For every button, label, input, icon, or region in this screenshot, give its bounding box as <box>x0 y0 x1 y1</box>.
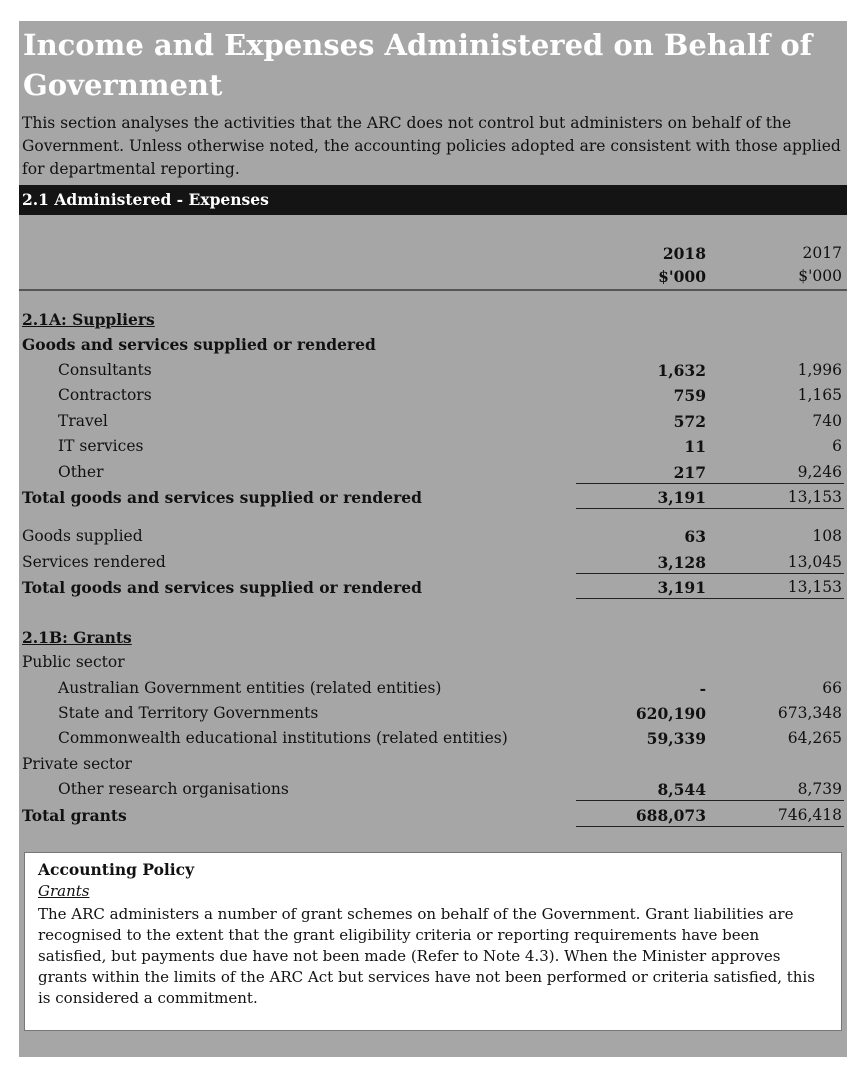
page-title: Income and Expenses Administered on Behalf of Government <box>23 28 813 102</box>
public-sector-row <box>19 650 847 675</box>
header-divider <box>19 289 847 291</box>
intro-text: This section analyses the activities that the ARC does not control but administers on behalf of the Government. Unless otherwise noted, the accounting policies adopted are consistent with those applied for departmental reporting. <box>22 114 841 178</box>
total-2018: 688,073 <box>635 806 706 825</box>
value-2017: 66 <box>822 679 842 697</box>
total-label: Total grants <box>22 806 127 825</box>
column-unit-2017: $'000 <box>798 267 842 285</box>
row-label: Other <box>58 463 104 481</box>
suppliers-heading: 2.1A: Suppliers <box>22 310 155 329</box>
row-label: Australian Government entities (related entities) <box>58 679 442 697</box>
row-label: Services rendered <box>22 553 166 571</box>
policy-subtitle: Grants <box>38 882 90 900</box>
suppliers-subheading: Goods and services supplied or rendered <box>22 335 376 354</box>
table-row <box>19 676 847 701</box>
value-2018: 3,128 <box>657 553 706 572</box>
total-row <box>19 803 847 828</box>
value-2018: 59,339 <box>646 729 706 748</box>
table-row <box>19 524 847 549</box>
value-2018: 11 <box>684 437 706 456</box>
value-2017: 64,265 <box>787 729 842 747</box>
total-2017: 13,153 <box>787 488 842 506</box>
total-label: Total goods and services supplied or rendered <box>22 578 422 597</box>
total-2017: 13,153 <box>787 578 842 596</box>
table-row <box>19 434 847 459</box>
private-sector-label: Private sector <box>22 755 132 773</box>
value-2017: 1,165 <box>797 386 842 404</box>
column-header-2017: 2017 <box>802 244 842 262</box>
table-row <box>19 409 847 434</box>
column-unit-2018: $'000 <box>658 267 706 286</box>
value-2017: 740 <box>812 412 842 430</box>
value-2018: 759 <box>673 386 706 405</box>
value-2017: 13,045 <box>787 553 842 571</box>
total-label: Total goods and services supplied or rendered <box>22 488 422 507</box>
table-row <box>19 777 847 802</box>
column-header-2018: 2018 <box>662 244 706 263</box>
table-row <box>19 358 847 383</box>
table-row <box>19 701 847 726</box>
accounting-policy-box <box>24 852 842 1031</box>
row-label: Other research organisations <box>58 780 289 798</box>
total-2018: 3,191 <box>657 488 706 507</box>
suppliers-subheading-row <box>19 332 847 357</box>
grants-heading: 2.1B: Grants <box>22 628 132 647</box>
row-label: State and Territory Governments <box>58 704 319 722</box>
value-2018: - <box>699 679 706 698</box>
total-2018: 3,191 <box>657 578 706 597</box>
private-sector-row <box>19 752 847 777</box>
value-2018: 63 <box>684 527 706 546</box>
subtotal-rule <box>576 573 844 574</box>
row-label: Travel <box>58 412 108 430</box>
report-panel <box>19 21 847 1057</box>
total-row <box>19 575 847 600</box>
subtotal-rule <box>576 800 844 801</box>
subtotal-rule <box>576 483 844 484</box>
value-2018: 8,544 <box>657 780 706 799</box>
total-rule <box>576 598 844 599</box>
total-2017: 746,418 <box>777 806 842 824</box>
row-label: Contractors <box>58 386 152 404</box>
value-2017: 9,246 <box>797 463 842 481</box>
suppliers-heading-row <box>19 307 847 332</box>
row-label: Commonwealth educational institutions (related entities) <box>58 729 508 747</box>
value-2017: 6 <box>832 437 842 455</box>
row-label: IT services <box>58 437 144 455</box>
grants-heading-row <box>19 625 847 650</box>
section-bar <box>19 185 847 215</box>
table-row <box>19 460 847 485</box>
value-2018: 1,632 <box>657 361 706 380</box>
policy-text: The ARC administers a number of grant schemes on behalf of the Government. Grant liabilities are recognised to the extent that the grant eligibility criteria or reporting requirements have been satisfied, but payments due have not been made (Refer to Note 4.3). When the Minister approves grants within the limits of the ARC Act but services have not been performed or criteria satisfied, this is considered a commitment. <box>38 905 815 1007</box>
value-2018: 620,190 <box>635 704 706 723</box>
public-sector-label: Public sector <box>22 653 125 671</box>
policy-title: Accounting Policy <box>38 860 195 879</box>
table-row <box>19 383 847 408</box>
value-2018: 217 <box>673 463 706 482</box>
value-2018: 572 <box>673 412 706 431</box>
section-title: 2.1 Administered - Expenses <box>22 190 269 209</box>
table-row <box>19 726 847 751</box>
total-row <box>19 485 847 510</box>
value-2017: 8,739 <box>797 780 842 798</box>
row-label: Goods supplied <box>22 527 143 545</box>
value-2017: 1,996 <box>797 361 842 379</box>
row-label: Consultants <box>58 361 152 379</box>
table-row <box>19 550 847 575</box>
total-rule <box>576 508 844 509</box>
value-2017: 108 <box>812 527 842 545</box>
value-2017: 673,348 <box>777 704 842 722</box>
total-rule <box>576 826 844 827</box>
